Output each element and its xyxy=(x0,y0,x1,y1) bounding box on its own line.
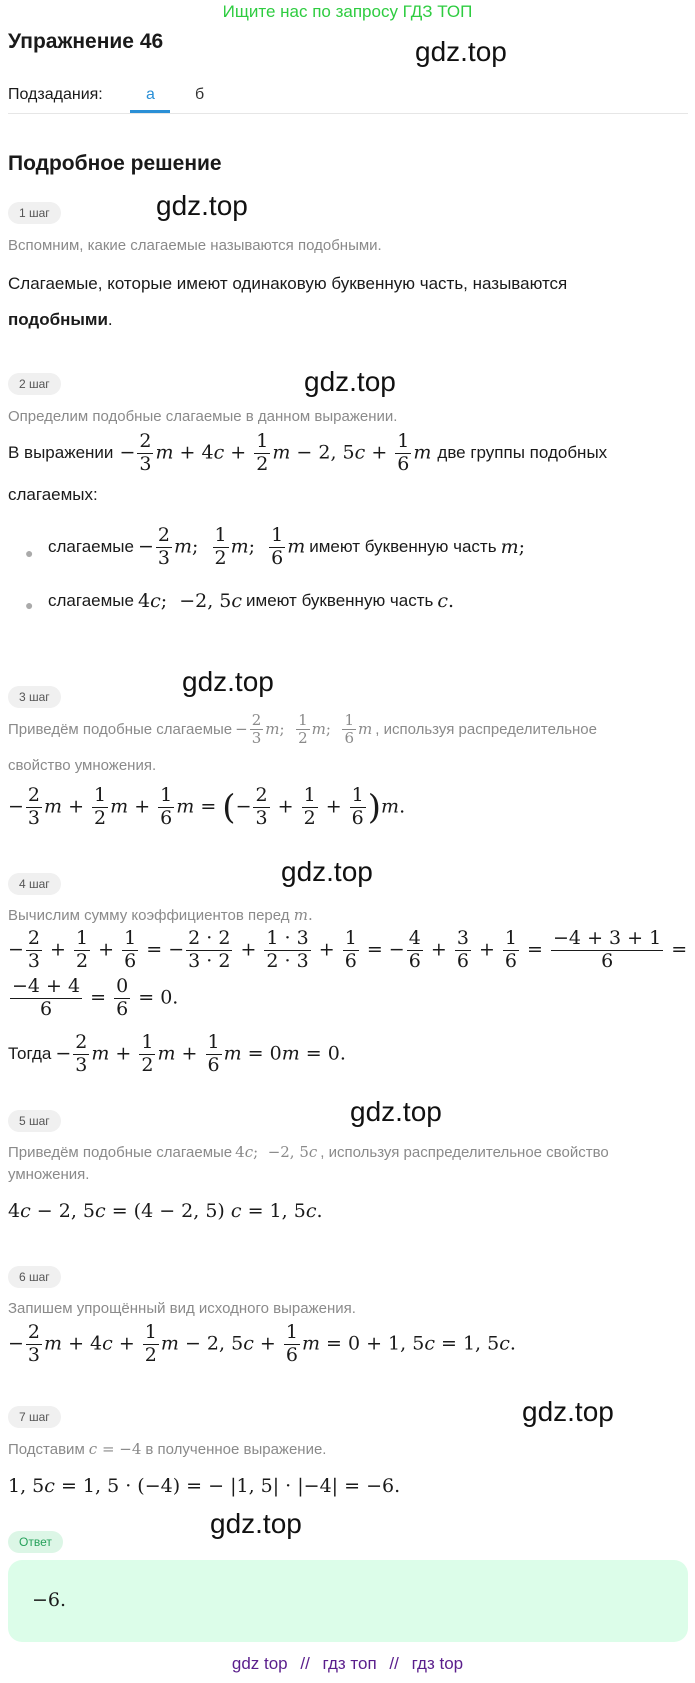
watermark: gdz.top xyxy=(522,1396,614,1427)
step-6-formula: − $\frac{2}{3}$ m + 4c + $\frac{1}{2}$ m − 2, 5c + $\frac{1}{6}$ m = 0 + 1, 5c = 1, 5c. xyxy=(8,1321,516,1366)
answer-badge: Ответ xyxy=(8,1531,63,1553)
footer-link-2[interactable]: гдз топ xyxy=(322,1654,377,1673)
step-7-formula: 1, 5c = 1, 5 · (−4) = − |1, 5| · |−4| = −6. xyxy=(8,1475,401,1497)
watermark: gdz.top xyxy=(210,1508,302,1539)
watermark: gdz.top xyxy=(415,36,507,67)
footer-link-1[interactable]: gdz top xyxy=(231,1654,288,1673)
step-3-badge: 3 шаг xyxy=(8,686,61,708)
step-1-badge: 1 шаг xyxy=(8,202,61,224)
step-3-formula: − $\frac{2}{3}$ m + $\frac{1}{2}$ m + $\frac{1}{6}$ m = (− $\frac{2}{3}$ + $\frac{1}{2}$ + $\frac{1}{6}$ )m. xyxy=(8,784,406,829)
tab-a[interactable]: а xyxy=(146,86,155,103)
watermark: gdz.top xyxy=(304,366,396,397)
step-2-line2: слагаемых: xyxy=(8,485,98,504)
watermark: gdz.top xyxy=(156,190,248,221)
footer-separator: // xyxy=(389,1654,399,1673)
tab-b[interactable]: б xyxy=(195,86,205,103)
divider xyxy=(8,113,688,114)
bullet-icon: ● xyxy=(25,545,34,561)
step-4-formula-1: − $\frac{2}{3}$ + $\frac{1}{2}$ + $\frac{1}{6}$ = − $\frac{2 \cdot 2}{3 \cdot 2}$ + $\frac{1 \cdot 3}{2 \cdot 3}$ + $\frac{1}{6}$ = − $\frac{4}{6}$ + $\frac{3}{6}$ + $\frac{1}{6}$ = $\frac{-4 + 3 + 1}{6}$ = xyxy=(8,927,688,972)
step-6-note: Запишем упрощённый вид исходного выражения. xyxy=(8,1300,356,1317)
step-7-note: Подставим c = −4 в полученное выражение. xyxy=(8,1440,327,1458)
page-title: Упражнение 46 xyxy=(8,30,164,53)
step-2-expression-line: В выражении − $\frac{2}{3}$ m + 4c + $\frac{1}{2}$ m − 2, 5c + $\frac{1}{6}$ m две группы подобных xyxy=(8,430,608,475)
footer-separator: // xyxy=(300,1654,310,1673)
subtasks-label: Подзадания: xyxy=(8,86,103,103)
footer-links xyxy=(0,1654,695,1674)
bullet-icon: ● xyxy=(25,597,34,613)
step-4-note: Вычислим сумму коэффициентов перед m. xyxy=(8,906,313,924)
step-2-bullet-2: слагаемые 4c; −2, 5c имеют буквенную часть c. xyxy=(48,590,455,612)
step-6-badge: 6 шаг xyxy=(8,1266,61,1288)
step-4-badge: 4 шаг xyxy=(8,873,61,895)
step-5-note: Приведём подобные слагаемые 4c; −2, 5c , используя распределительное свойство xyxy=(8,1143,609,1161)
step-4-conclusion: Тогда − $\frac{2}{3}$ m + $\frac{1}{2}$ m + $\frac{1}{6}$ m = 0m = 0. xyxy=(8,1031,346,1076)
search-banner: Ищите нас по запросу ГДЗ ТОП xyxy=(222,2,473,21)
answer-value: −6. xyxy=(32,1589,67,1611)
step-2-note: Определим подобные слагаемые в данном выражении. xyxy=(8,408,398,425)
footer-link-3[interactable]: гдз top xyxy=(411,1654,464,1673)
step-3-note-end: свойство умножения. xyxy=(8,757,157,774)
step-1-definition-end: подобными. xyxy=(8,310,113,329)
watermark: gdz.top xyxy=(182,666,274,697)
step-1-note: Вспомним, какие слагаемые называются подобными. xyxy=(8,237,382,254)
step-1-definition: Слагаемые, которые имеют одинаковую буквенную часть, называются xyxy=(8,274,568,293)
step-2-badge: 2 шаг xyxy=(8,373,61,395)
step-5-badge: 5 шаг xyxy=(8,1110,61,1132)
step-7-badge: 7 шаг xyxy=(8,1406,61,1428)
step-5-note-end: умножения. xyxy=(8,1166,90,1183)
step-2-bullet-1: слагаемые − $\frac{2}{3}$ m; $\frac{1}{2}$ m; $\frac{1}{6}$ m имеют буквенную часть m; xyxy=(48,524,526,569)
answer-box xyxy=(8,1560,688,1642)
watermark: gdz.top xyxy=(281,856,373,887)
bold-term: подобными xyxy=(8,310,108,329)
step-4-formula-2: $\frac{-4 + 4}{6}$ = $\frac{0}{6}$ = 0. xyxy=(12,975,179,1020)
step-3-note: Приведём подобные слагаемые − $\frac{2}{3}$ m; $\frac{1}{2}$ m; $\frac{1}{6}$ m , используя распределительное xyxy=(8,711,597,748)
watermark: gdz.top xyxy=(350,1096,442,1127)
step-5-formula: 4c − 2, 5c = (4 − 2, 5) c = 1, 5c. xyxy=(8,1200,323,1222)
solution-heading: Подробное решение xyxy=(8,152,222,175)
